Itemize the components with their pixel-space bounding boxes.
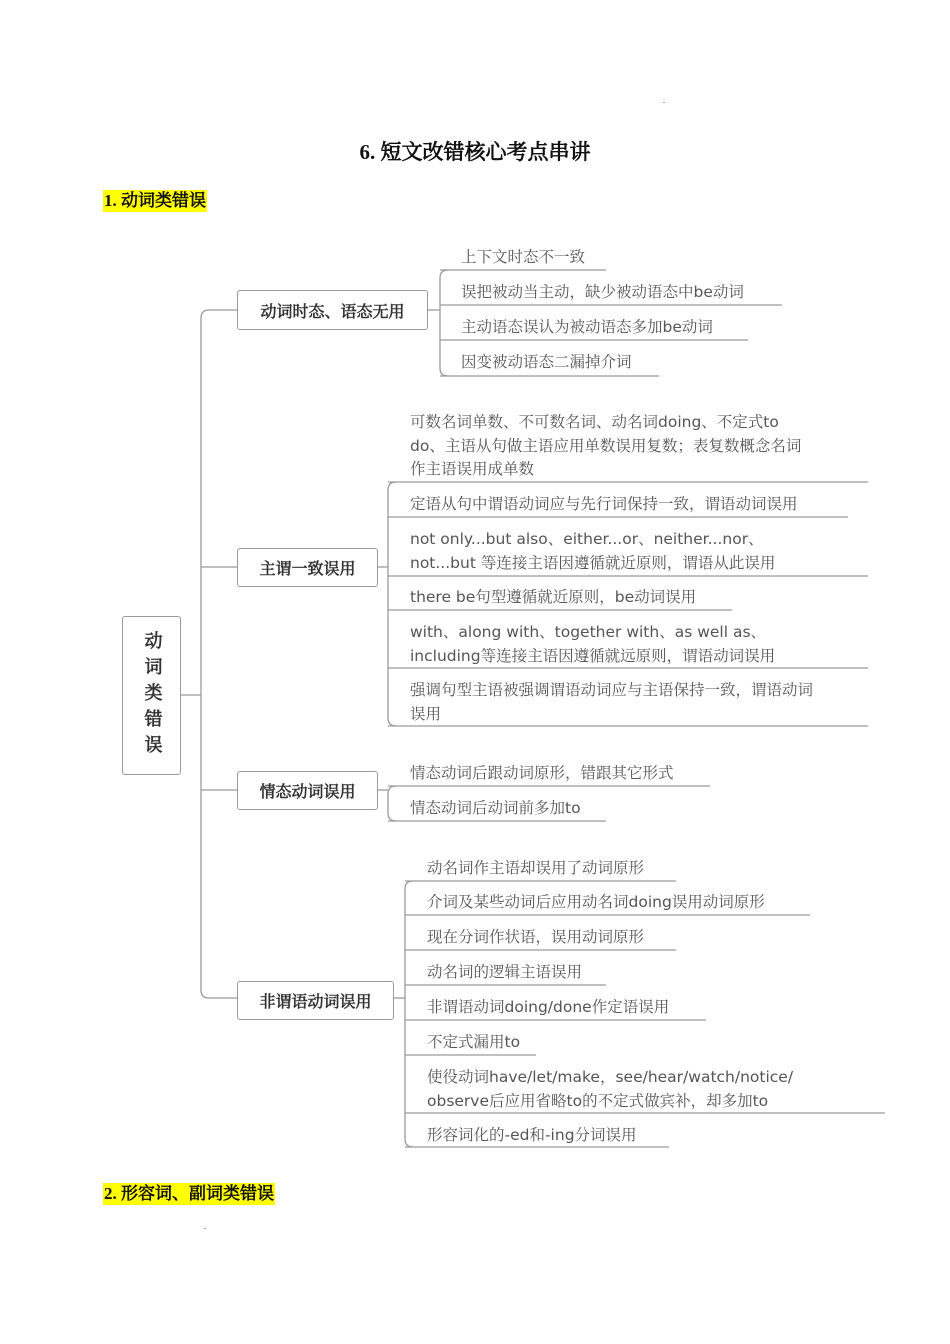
- leaf-line: 现在分词作状语，误用动词原形: [427, 928, 645, 946]
- leaf-line: there be句型遵循就近原则，be动词误用: [410, 588, 697, 606]
- leaf-line: 动名词的逻辑主语误用: [427, 963, 583, 981]
- branch-node-nonfinite-verbs: 非谓语动词误用: [237, 981, 394, 1020]
- leaf-line: 使役动词have/let/make，see/hear/watch/notice/: [427, 1068, 794, 1086]
- page-title: 6. 短文改错核心考点串讲: [359, 140, 591, 164]
- leaf-item: [410, 411, 801, 482]
- leaf-item: [427, 961, 582, 985]
- leaf-line: 误把被动当主动，缺少被动语态中be动词: [461, 283, 744, 301]
- leaf-line: 因变被动语态二漏掉介词: [461, 353, 632, 371]
- leaf-line: with、along with、together with、as well as、: [410, 623, 767, 641]
- leaf-line: not only...but also、either...or、neither...nor、: [410, 530, 764, 548]
- branch-node-tense-voice: 动词时态、语态无用: [237, 290, 428, 330]
- leaf-item: [427, 891, 765, 915]
- leaf-line: do、主语从句做主语应用单数误用复数；表复数概念名词: [410, 436, 802, 455]
- leaf-item: [427, 1124, 637, 1148]
- leaf-line: 形容词化的-ed和-ing分词误用: [427, 1126, 637, 1144]
- leaf-line: 情态动词后动词前多加to: [410, 799, 581, 817]
- leaf-line: 非谓语动词doing/done作定语误用: [427, 998, 670, 1016]
- leaf-item: [427, 857, 644, 881]
- leaf-item: [410, 586, 696, 610]
- leaf-item: [461, 351, 632, 375]
- leaf-line: 不定式漏用to: [427, 1033, 521, 1051]
- leaf-item: [461, 246, 585, 270]
- leaf-line: 介词及某些动词后应用动名词doing误用动词原形: [427, 893, 765, 911]
- branch-node-modal-verbs: 情态动词误用: [237, 771, 378, 810]
- leaf-item: [410, 797, 581, 821]
- leaf-item: [410, 762, 674, 786]
- leaf-item: [427, 926, 644, 950]
- leaf-item: [427, 1066, 793, 1113]
- leaf-line: 可数名词单数、不可数名词、动名词doing、不定式to: [410, 413, 779, 431]
- leaf-item: [410, 528, 775, 575]
- section-heading-verbs: 1. 动词类错误: [104, 191, 206, 210]
- leaf-line: not...but 等连接主语因遵循就近原则，谓语从此误用: [410, 553, 776, 572]
- leaf-line: 作主语误用成单数: [410, 460, 535, 478]
- leaf-line: 主动语态误认为被动语态多加be动词: [461, 318, 713, 336]
- root-node: 动词类错误: [122, 616, 181, 775]
- leaf-line: observe后应用省略to的不定式做宾补，却多加to: [427, 1091, 769, 1110]
- leaf-line: 情态动词后跟动词原形，错跟其它形式: [410, 764, 674, 782]
- leaf-line: 误用: [410, 704, 442, 723]
- leaf-item: [410, 679, 813, 726]
- leaf-line: 强调句型主语被强调谓语动词应与主语保持一致，谓语动词: [410, 681, 814, 699]
- branch-node-subject-verb-agreement: 主谓一致误用: [237, 548, 378, 587]
- leaf-item: [410, 493, 798, 517]
- leaf-item: [427, 996, 669, 1020]
- leaf-line: 定语从句中谓语动词应与先行词保持一致，谓语动词误用: [410, 495, 798, 513]
- leaf-line: including等连接主语因遵循就远原则，谓语动词误用: [410, 646, 776, 665]
- leaf-line: 上下文时态不一致: [461, 248, 586, 266]
- leaf-line: 动名词作主语却误用了动词原形: [427, 859, 645, 877]
- leaf-item: [427, 1031, 520, 1055]
- leaf-item: [461, 281, 744, 305]
- leaf-item: [410, 621, 775, 668]
- leaf-item: [461, 316, 713, 340]
- section-heading-adjectives-adverbs: 2. 形容词、副词类错误: [104, 1184, 274, 1203]
